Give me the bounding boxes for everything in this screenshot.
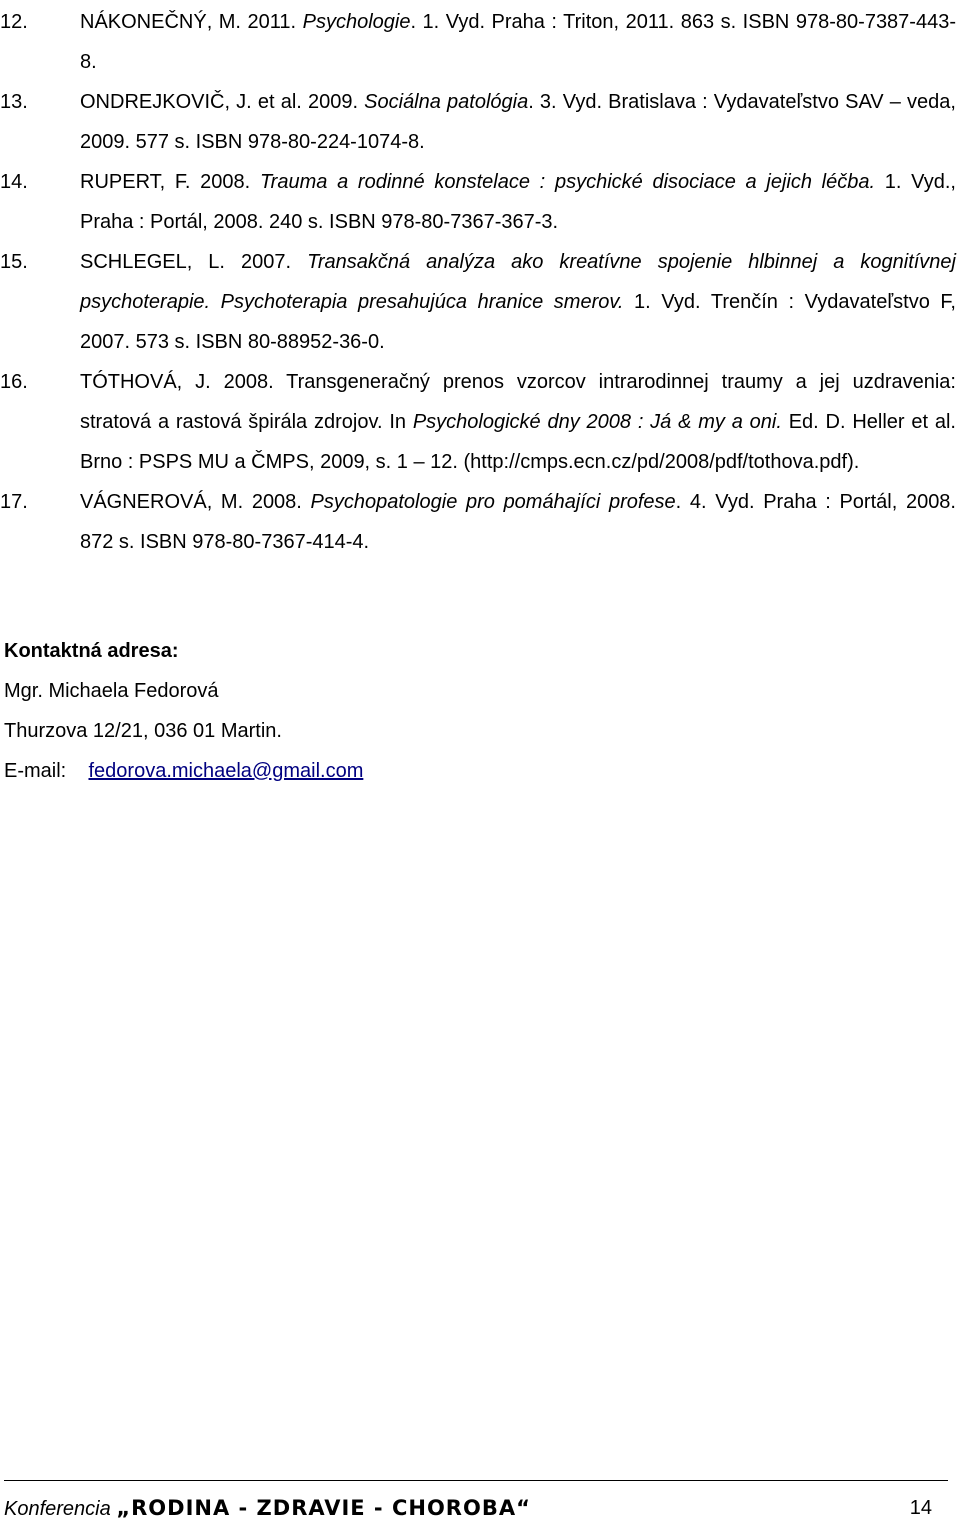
reference-segment: Ed. D. Heller et al. Brno : PSPS MU a ČMPS, 2009, s. 1 – 12. (http://cmps.ecn.cz/pd/2008/pdf/tothova.pdf).: [80, 411, 956, 473]
contact-name: Mgr. Michaela Fedorová: [4, 680, 219, 702]
reference-text: [80, 82, 956, 162]
reference-text: [80, 2, 956, 82]
reference-segment: RUPERT, F. 2008.: [80, 171, 260, 193]
reference-item: [0, 362, 956, 482]
reference-number: 15.: [0, 251, 28, 273]
email-link[interactable]: fedorova.michaela@gmail.com: [88, 760, 364, 782]
reference-text: [80, 482, 956, 562]
reference-item: [0, 82, 956, 162]
email-label: E-mail:: [4, 760, 67, 782]
reference-text: [80, 242, 956, 362]
reference-number: 14.: [0, 171, 28, 193]
reference-segment: NÁKONEČNÝ, M. 2011.: [80, 11, 303, 33]
reference-item: [0, 242, 956, 362]
page-footer: [4, 1493, 956, 1523]
reference-item: [0, 162, 956, 242]
reference-segment: . 4. Vyd. Praha : Portál, 2008. 872 s. ISBN 978-80-7367-414-4.: [80, 491, 956, 553]
reference-segment: TÓTHOVÁ, J. 2008. Transgeneračný prenos vzorcov intrarodinnej traumy a jej uzdravenia: stratová a rastová špirála zdrojov. In: [80, 371, 956, 433]
page-number: 14: [909, 1497, 932, 1519]
contact-heading: Kontaktná adresa:: [4, 640, 179, 662]
contact-address: Thurzova 12/21, 036 01 Martin.: [4, 720, 282, 742]
reference-title: Psychologie: [302, 11, 411, 33]
reference-number: 13.: [0, 91, 28, 113]
reference-number: 17.: [0, 491, 28, 513]
contact-email-line: [4, 751, 363, 791]
reference-segment: 1. Vyd. Trenčín : Vydavateľstvo F, 2007. 573 s. ISBN 80-88952-36-0.: [80, 291, 956, 353]
footer-conference-label: Konferencia: [4, 1498, 111, 1520]
footer-divider: [4, 1480, 948, 1481]
reference-segment: . 1. Vyd. Praha : Triton, 2011. 863 s. ISBN 978-80-7387-443-8.: [80, 11, 956, 73]
reference-title: Psychologické dny 2008 : Já & my a oni.: [412, 411, 782, 433]
reference-title: Sociálna patológia: [364, 91, 529, 113]
reference-segment: 1. Vyd., Praha : Portál, 2008. 240 s. ISBN 978-80-7367-367-3.: [80, 171, 956, 233]
reference-item: [0, 482, 956, 562]
reference-segment: VÁGNEROVÁ, M. 2008.: [80, 491, 311, 513]
reference-title: Psychopatologie pro pomáhajíci profese: [310, 491, 676, 513]
reference-text: [80, 362, 956, 482]
reference-text: [80, 162, 956, 242]
reference-number: 16.: [0, 371, 28, 393]
reference-title: Trauma a rodinné konstelace : psychické disociace a jejich léčba.: [259, 171, 876, 193]
reference-segment: SCHLEGEL, L. 2007.: [80, 251, 308, 273]
reference-title: Transakčná analýza ako kreatívne spojenie hlbinnej a kognitívnej psychoterapie. Psychoterapia presahujúca hranice smerov.: [80, 251, 956, 313]
reference-item: [0, 2, 956, 82]
footer-conference-title: „RODINA - ZDRAVIE - CHOROBA“: [116, 1496, 531, 1520]
reference-list: [0, 2, 956, 562]
reference-segment: . 3. Vyd. Bratislava : Vydavateľstvo SAV – veda, 2009. 577 s. ISBN 978-80-224-1074-8.: [80, 91, 956, 153]
reference-number: 12.: [0, 11, 28, 33]
reference-segment: ONDREJKOVIČ, J. et al. 2009.: [80, 91, 365, 113]
contact-block: [4, 631, 363, 791]
